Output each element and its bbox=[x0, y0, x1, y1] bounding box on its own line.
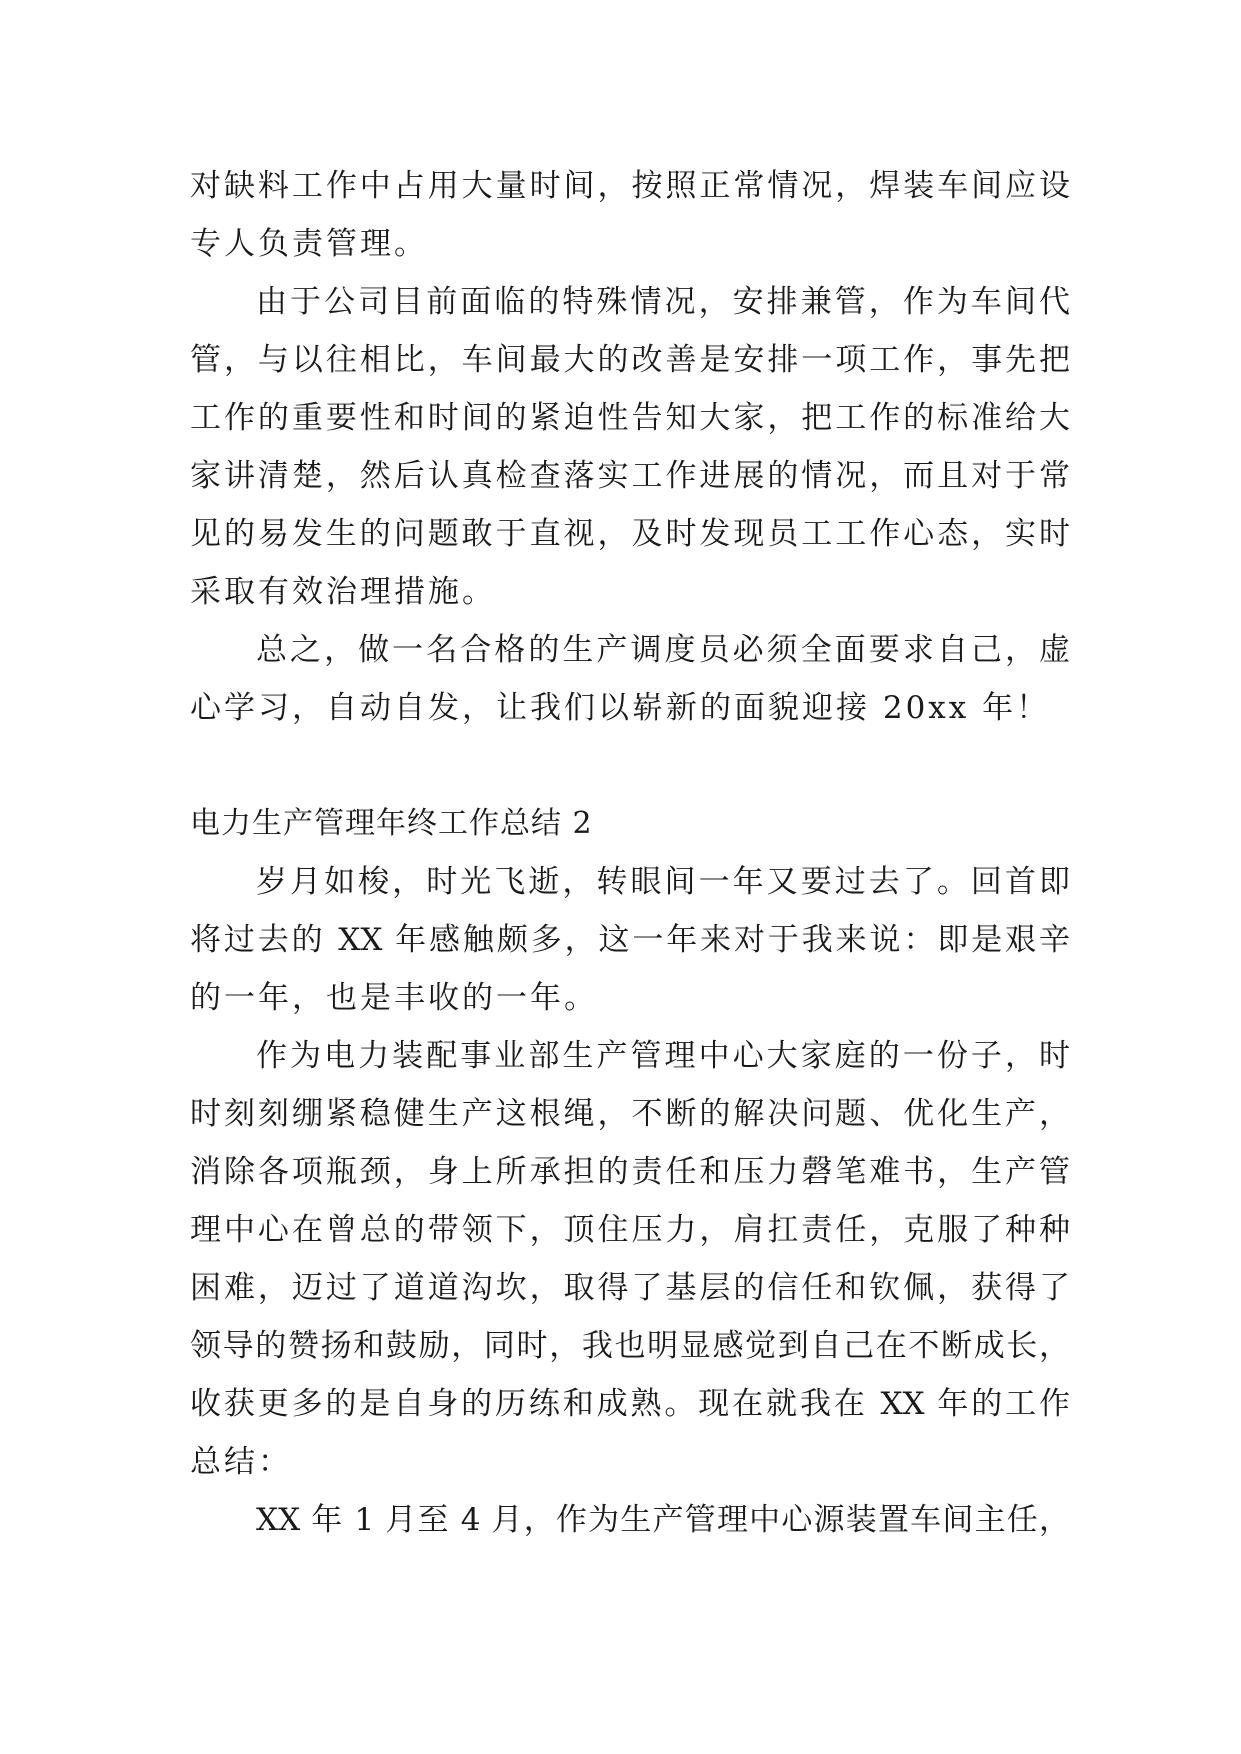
text-line: 采取有效治理措施。 bbox=[190, 574, 496, 610]
text-line: 消除各项瓶颈，身上所承担的责任和压力磬笔难书，生产管 bbox=[190, 1154, 1070, 1190]
blank-line bbox=[190, 737, 1070, 795]
text-line: XX 年 1 月至 4 月，作为生产管理中心源装置车间主任， bbox=[256, 1502, 1070, 1538]
text-line: 家讲清楚，然后认真检查落实工作进展的情况，而且对于常 bbox=[190, 458, 1070, 494]
document-body bbox=[190, 157, 1070, 1549]
text-line: 工作的重要性和时间的紧迫性告知大家，把工作的标准给大 bbox=[190, 400, 1070, 436]
section-title: 电力生产管理年终工作总结 2 bbox=[190, 806, 593, 841]
text-line: 将过去的 XX 年感触颇多，这一年来对于我来说：即是艰辛 bbox=[190, 922, 1070, 958]
paragraph bbox=[190, 157, 1070, 273]
text-line: 作为电力装配事业部生产管理中心大家庭的一份子，时 bbox=[256, 1038, 1070, 1074]
text-line: 心学习，自动自发，让我们以崭新的面貌迎接 20xx 年！ bbox=[190, 690, 1051, 726]
text-line: 总结： bbox=[190, 1444, 292, 1480]
paragraph bbox=[190, 273, 1070, 621]
paragraph bbox=[190, 1491, 1070, 1549]
paragraph bbox=[190, 1027, 1070, 1491]
text-line: 时刻刻绷紧稳健生产这根绳，不断的解决问题、优化生产， bbox=[190, 1096, 1070, 1132]
text-line: 理中心在曾总的带领下，顶住压力，肩扛责任，克服了种种 bbox=[190, 1212, 1070, 1248]
paragraph bbox=[190, 621, 1070, 737]
text-line: 专人负责管理。 bbox=[190, 226, 428, 262]
text-line: 收获更多的是自身的历练和成熟。现在就我在 XX 年的工作 bbox=[190, 1386, 1070, 1422]
text-line: 对缺料工作中占用大量时间，按照正常情况，焊装车间应设 bbox=[190, 168, 1070, 204]
paragraph bbox=[190, 853, 1070, 1027]
text-line: 见的易发生的问题敢于直视，及时发现员工工作心态，实时 bbox=[190, 516, 1070, 552]
text-line: 困难，迈过了道道沟坎，取得了基层的信任和钦佩，获得了 bbox=[190, 1270, 1070, 1306]
text-line: 由于公司目前面临的特殊情况，安排兼管，作为车间代 bbox=[256, 284, 1070, 320]
text-line: 岁月如梭，时光飞逝，转眼间一年又要过去了。回首即 bbox=[256, 864, 1070, 900]
text-line: 的一年，也是丰收的一年。 bbox=[190, 980, 598, 1016]
text-line: 管，与以往相比，车间最大的改善是安排一项工作，事先把 bbox=[190, 342, 1070, 378]
text-line: 领导的赞扬和鼓励，同时，我也明显感觉到自己在不断成长， bbox=[190, 1328, 1070, 1364]
text-line: 总之，做一名合格的生产调度员必须全面要求自己，虚 bbox=[256, 632, 1070, 668]
